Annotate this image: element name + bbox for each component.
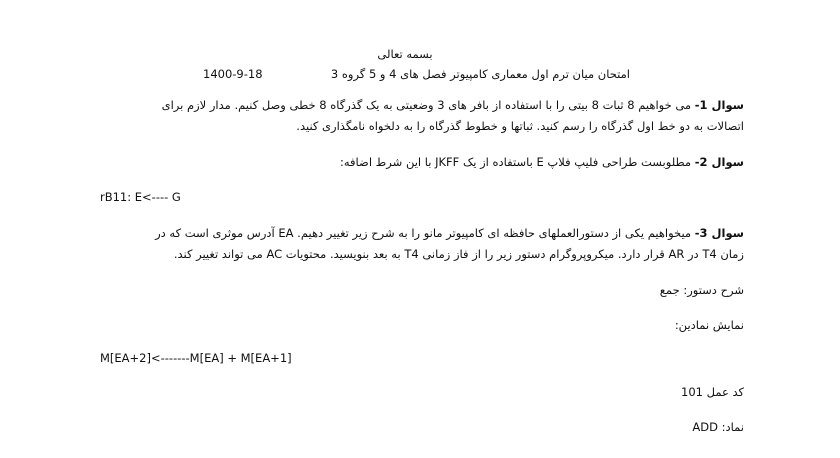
bismillah-heading: بسمه تعالی [377, 47, 433, 61]
question-1-text: می خواهیم 8 ثبات 8 بیتی را با استفاده از بافر های 3 وضعیتی به یک گذرگاه 8 خطی وصل کنیم. مدار لازم برای [161, 98, 695, 112]
opcode: کد عمل 101 [681, 385, 744, 399]
exam-date: 1400-9-18 [203, 67, 263, 81]
question-3-text: میخواهیم یکی از دستورالعملهای حافظه ای کامپیوتر مانو را به شرح زیر تغییر دهیم. EA آدرس موثری است که در [155, 226, 695, 240]
question-3-label: سوال 3- [694, 226, 744, 240]
exam-title: امتحان میان ترم اول معماری کامپیوتر فصل های 4 و 5 گروه 3 [330, 67, 630, 81]
question-3-line-2: زمان T4 در AR قرار دارد. میکروپروگرام دستور زیر را از فاز زمانی T4 به بعد بنویسید. محتویات AC می تواند تغییر کند. [173, 247, 744, 261]
instruction-description: شرح دستور: جمع [659, 283, 744, 297]
question-2-text: مطلوبست طراحی فلیپ فلاپ E باستفاده از یک JKFF با این شرط اضافه: [340, 155, 695, 169]
question-1-line-2: اتصالات به دو خط اول گذرگاه را رسم کنید. ثباتها و خطوط گذرگاه را به دلخواه نامگذاری کنید. [296, 119, 744, 133]
question-1-line-1 [162, 98, 744, 113]
question-2-formula: rB11: E<---- G [100, 190, 181, 204]
mnemonic: نماد: ADD [692, 420, 744, 434]
symbolic-representation-label: نمایش نمادین: [674, 318, 744, 332]
question-2-label: سوال 2- [694, 155, 744, 169]
question-1-label: سوال 1- [694, 98, 744, 112]
question-3-line-1 [155, 226, 744, 241]
question-2-line [340, 155, 744, 170]
question-3-formula: M[EA+2]<-------M[EA] + M[EA+1] [100, 351, 292, 365]
